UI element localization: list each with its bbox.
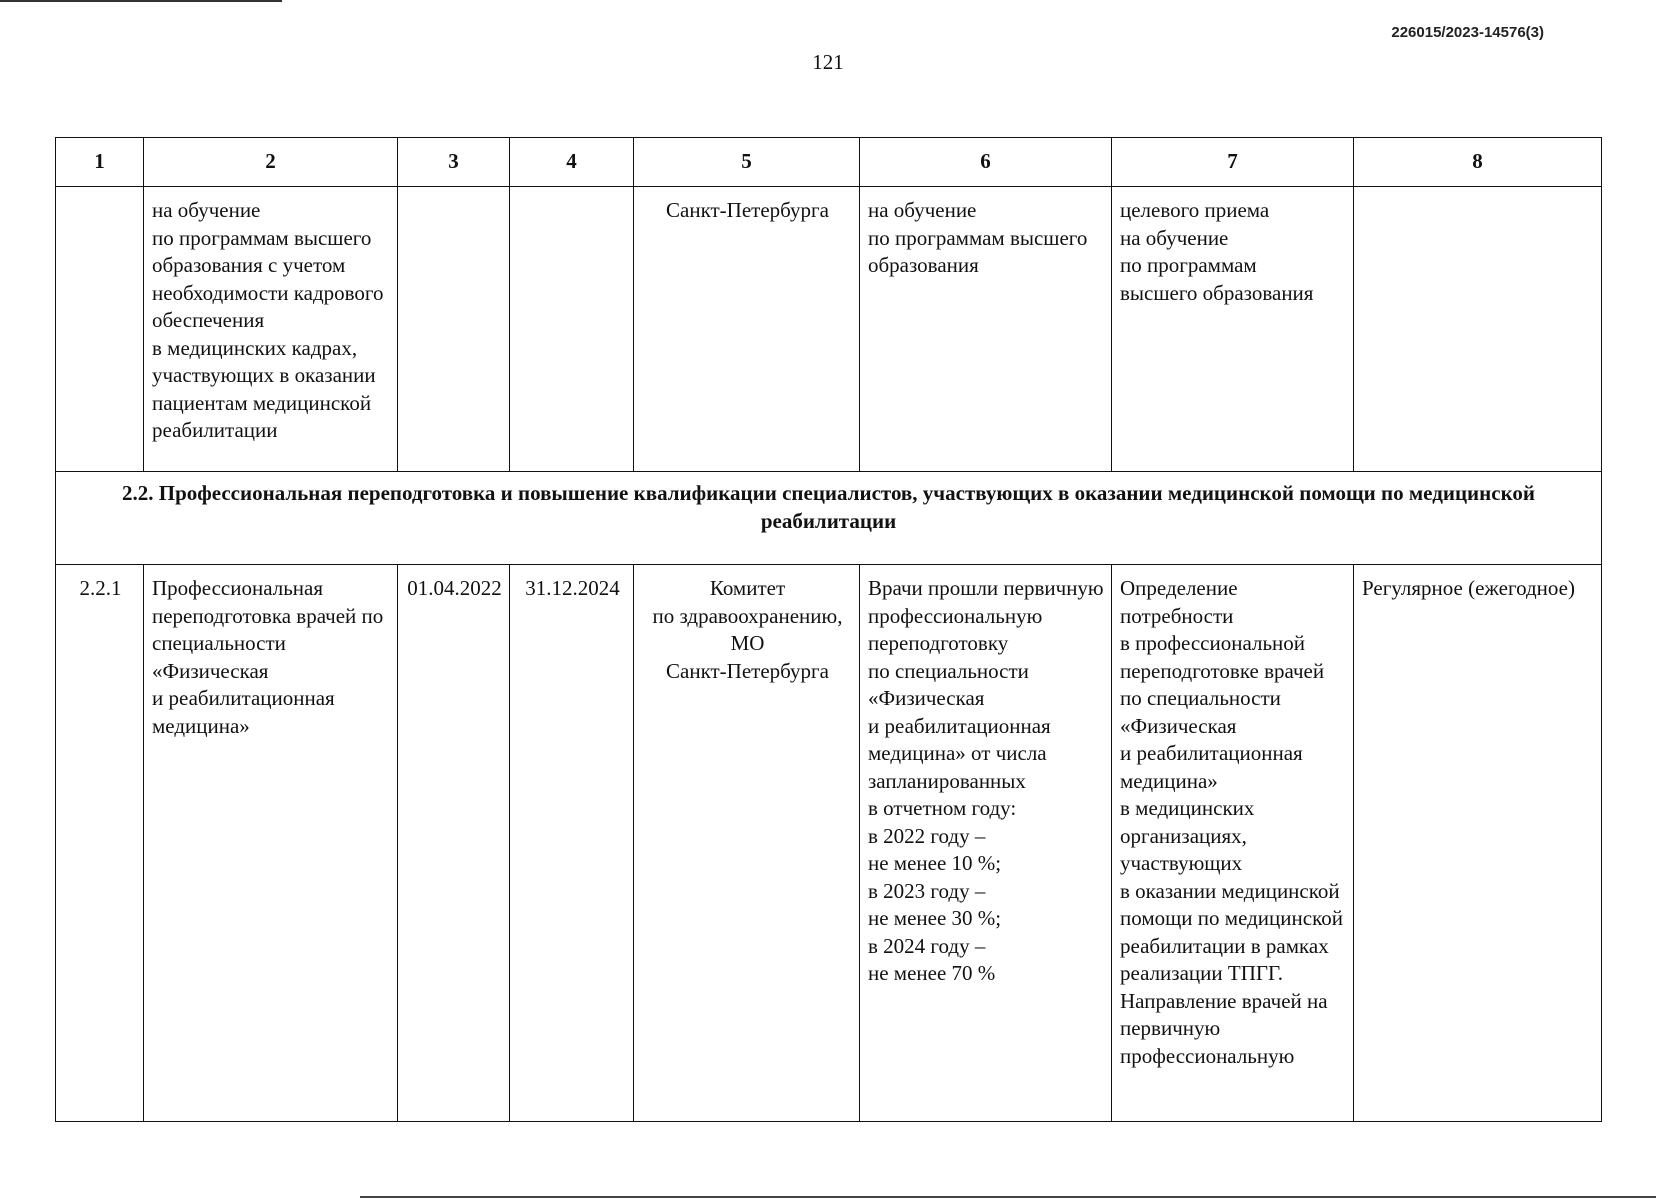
cell-responsible: Комитет по здравоохранению, МО Санкт-Петербурга [634,565,860,1122]
top-edge-line [0,0,282,2]
cell-end-date [510,187,634,472]
cell-measure-name: на обучение по программам высшего образования с учетом необходимости кадрового обеспечения в медицинских кадрах, участвующих в оказании пациентам медицинской реабилитации [144,187,398,472]
cell-number: 2.2.1 [56,565,144,1122]
column-header: 5 [634,138,860,187]
column-header: 3 [398,138,510,187]
cell-responsible: Санкт-Петербурга [634,187,860,472]
bottom-edge-line [360,1196,1656,1198]
column-header: 8 [1354,138,1602,187]
section-row [56,472,1602,565]
cell-frequency: Регулярное (ежегодное) [1354,565,1602,1122]
cell-end-date: 31.12.2024 [510,565,634,1122]
column-header: 1 [56,138,144,187]
table-row [56,565,1602,1122]
page-number: 121 [812,50,844,74]
column-header: 7 [1112,138,1354,187]
cell-measure-name: Профессиональная переподготовка врачей по специальности «Физическая и реабилитационная медицина» [144,565,398,1122]
cell-frequency [1354,187,1602,472]
continuation-row [56,187,1602,472]
section-title: 2.2. Профессиональная переподготовка и повышение квалификации специалистов, участвующих в оказании медицинской помощи по медицинской реабилитации [56,472,1602,565]
column-number-row [56,138,1602,187]
cell-control: Определение потребности в профессиональной переподготовке врачей по специальности «Физическая и реабилитационная медицина» в медицинских организациях, участвующих в оказании медицинской помощи по медицинской реабилитации в рамках реализации ТПГГ. Направление врачей на первичную профессиональную [1112,565,1354,1122]
cell-result: на обучение по программам высшего образования [860,187,1112,472]
cell-control: целевого приема на обучение по программам высшего образования [1112,187,1354,472]
cell-start-date [398,187,510,472]
cell-result: Врачи прошли первичную профессиональную переподготовку по специальности «Физическая и реабилитационная медицина» от числа запланированных в отчетном году: в 2022 году – не менее 10 %; в 2023 году – не менее 30 %; в 2024 году – не менее 70 % [860,565,1112,1122]
cell-number [56,187,144,472]
column-header: 6 [860,138,1112,187]
document-number: 226015/2023-14576(3) [1391,24,1544,41]
column-header: 4 [510,138,634,187]
column-header: 2 [144,138,398,187]
measures-table [55,137,1602,1122]
cell-start-date: 01.04.2022 [398,565,510,1122]
